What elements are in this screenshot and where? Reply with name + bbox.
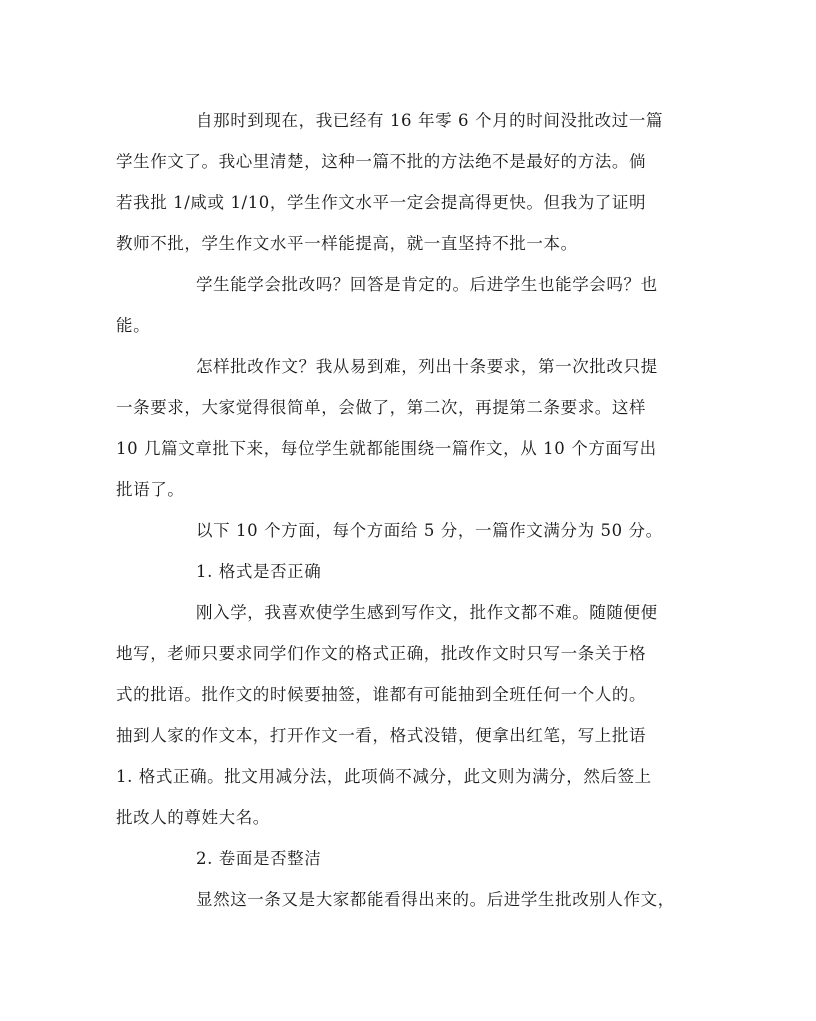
document-page [116,100,696,920]
paragraph-line: 显然这一条又是大家都能看得出来的。后进学生批改别人作文， [196,890,675,909]
paragraph-line: 1. 格式正确。批文用减分法，此项倘不减分，此文则为满分，然后签上 [116,767,652,786]
paragraph-line: 一条要求，大家觉得很简单，会做了，第二次，再提第二条要求。这样 [116,398,647,417]
paragraph-line: 抽到人家的作文本，打开作文一看，格式没错，便拿出红笔，写上批语 [116,726,647,745]
paragraph-line: 教师不批，学生作文水平一样能提高，就一直坚持不批一本。 [116,234,578,253]
paragraph-line: 学生能学会批改吗？回答是肯定的。后进学生也能学会吗？也 [196,275,658,294]
paragraph-line: 学生作文了。我心里清楚，这种一篇不批的方法绝不是最好的方法。倘 [116,152,647,171]
paragraph-line: 批改人的尊姓大名。 [116,808,270,827]
paragraph-line: 10 几篇文章批下来，每位学生就都能围绕一篇作文，从 10 个方面写出 [116,439,657,458]
paragraph-line: 怎样批改作文？我从易到难，列出十条要求，第一次批改只提 [196,357,658,376]
paragraph-line: 批语了。 [116,480,185,499]
paragraph-line: 地写，老师只要求同学们作文的格式正确，批改作文时只写一条关于格 [116,644,647,663]
paragraph-line: 以下 10 个方面，每个方面给 5 分，一篇作文满分为 50 分。 [196,521,663,540]
section-heading: 2. 卷面是否整洁 [196,849,322,868]
paragraph-line: 式的批语。批作文的时候要抽签，谁都有可能抽到全班任何一个人的。 [116,685,647,704]
paragraph-line: 能。 [116,316,151,335]
paragraph-line: 刚入学，我喜欢使学生感到写作文，批作文都不难。随随便便 [196,603,658,622]
paragraph-line: 若我批 1/咸或 1/10，学生作文水平一定会提高得更快。但我为了证明 [116,193,647,212]
paragraph-line: 自那时到现在，我已经有 16 年零 6 个月的时间没批改过一篇 [196,111,664,130]
section-heading: 1. 格式是否正确 [196,562,322,581]
